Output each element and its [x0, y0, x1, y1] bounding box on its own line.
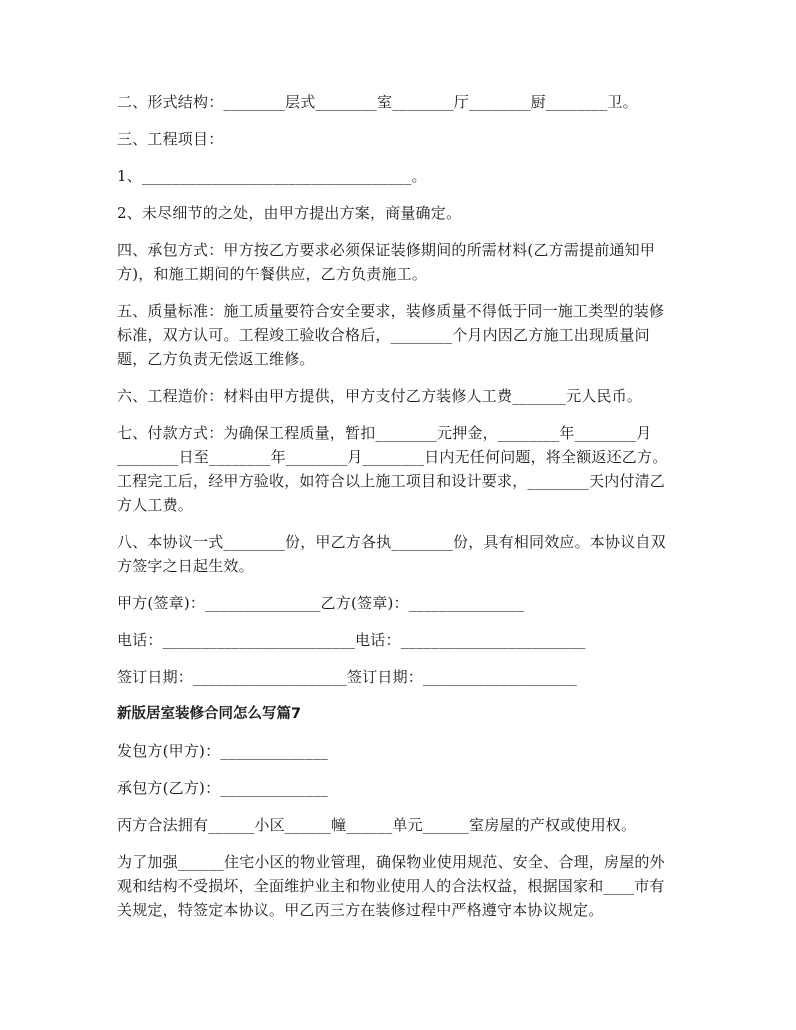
party-a-line	[117, 739, 687, 763]
text-line: 方签字之日起生效。	[117, 557, 254, 575]
section-title: 新版居室装修合同怎么写篇7	[117, 706, 302, 722]
text-line: 方人工费。	[117, 496, 194, 514]
agreement-copies-clause	[117, 530, 687, 578]
text-line: 2、未尽细节的之处，由甲方提出方案，商量确定。	[117, 204, 462, 222]
project-cost-clause	[117, 384, 687, 408]
text-line: 签订日期：____________________签订日期：____________________	[117, 668, 578, 686]
text-line: 题，乙方负责无偿返工维修。	[117, 350, 315, 368]
party-b-line	[117, 776, 687, 800]
text-line: 三、工程项目：	[117, 130, 224, 148]
document-page	[117, 90, 687, 922]
signature-line	[117, 591, 687, 615]
text-line: 标准，双方认可。工程竣工验收合格后，________个月内因乙方施工出现质量问	[117, 326, 650, 344]
project-item-1	[117, 164, 687, 188]
text-line: 甲方(签章)：_______________乙方(签章)：_______________	[117, 594, 525, 612]
phone-line	[117, 628, 687, 652]
form-structure-clause	[117, 90, 687, 114]
section-heading	[117, 702, 687, 726]
text-line: 电话：_________________________电话：________________________	[117, 631, 586, 649]
text-line: 五、质量标准：施工质量要符合安全要求，装修质量不得低于同一施工类型的装修	[117, 302, 665, 320]
project-items-heading	[117, 127, 687, 151]
text-line: 工程完工后，经甲方验收，如符合以上施工项目和设计要求，________天内付清乙	[117, 472, 666, 490]
text-line: 七、付款方式：为确保工程质量，暂扣________元押金，________年________月	[117, 424, 652, 442]
text-line: 八、本协议一式________份，甲乙方各执________份，具有相同效应。本协议自双	[117, 533, 666, 551]
text-line: 丙方合法拥有______小区______幢______单元______室房屋的产权或使用权。	[117, 816, 637, 834]
text-line: 1、___________________________________。	[117, 167, 427, 185]
text-line: 关规定，特签定本协议。甲乙丙三方在装修过程中严格遵守本协议规定。	[117, 901, 604, 919]
project-item-2	[117, 201, 687, 225]
text-line: ________日至________年________月________日内无任何问题，将全额返还乙方。	[117, 448, 668, 466]
text-line: 观和结构不受损坏，全面维护业主和物业使用人的合法权益，根据国家和____市有	[117, 877, 665, 895]
payment-method-clause	[117, 421, 687, 517]
text-line: 四、承包方式：甲方按乙方要求必须保证装修期间的所需材料(乙方需提前通知甲	[117, 241, 656, 259]
text-line: 为了加强______住宅小区的物业管理，确保物业使用规范、安全、合理，房屋的外	[117, 853, 665, 871]
signing-date-line	[117, 665, 687, 689]
text-line: 六、工程造价：材料由甲方提供，甲方支付乙方装修人工费_______元人民币。	[117, 387, 643, 405]
text-line: 二、形式结构：________层式________室________厅________厨________卫。	[117, 93, 638, 111]
text-line: 方)，和施工期间的午餐供应，乙方负责施工。	[117, 265, 428, 283]
text-line: 发包方(甲方)：______________	[117, 742, 329, 760]
text-line: 承包方(乙方)：______________	[117, 779, 329, 797]
purpose-clause	[117, 850, 687, 922]
contracting-method-clause	[117, 238, 687, 286]
quality-standard-clause	[117, 299, 687, 371]
property-rights-clause	[117, 813, 687, 837]
